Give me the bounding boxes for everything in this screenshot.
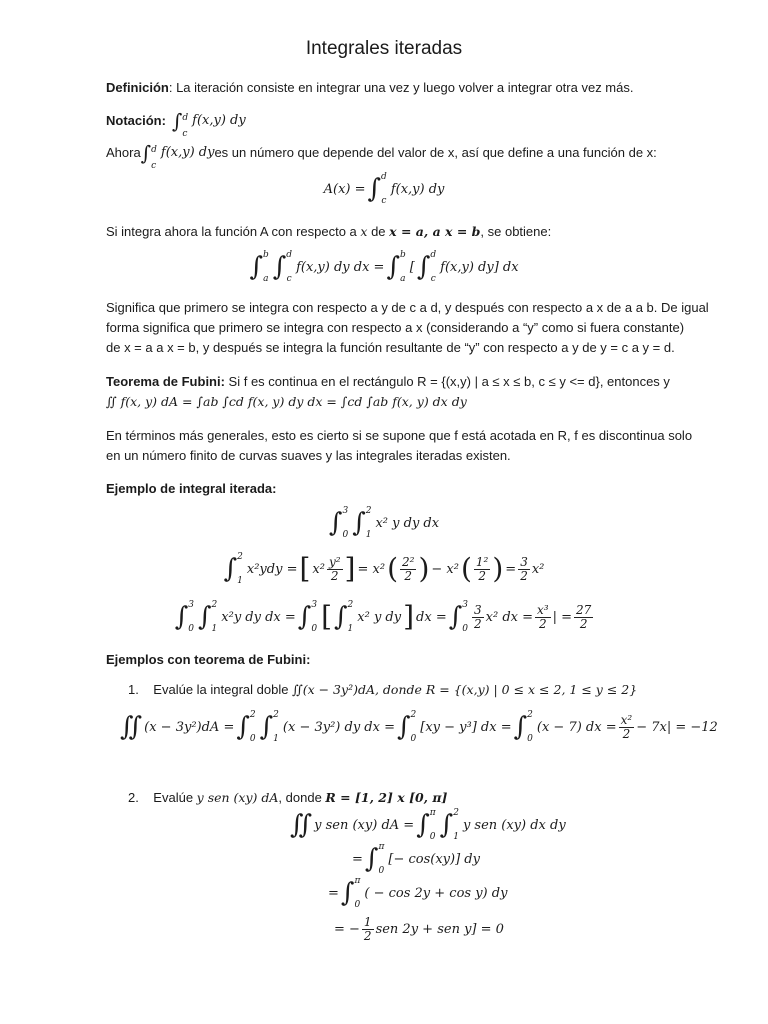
definition-text: : La iteración consiste en integrar una vez y luego volver a integrar otra vez más.	[168, 80, 634, 95]
ahora-post: es un número que depende del valor de x, así que define a una función de x:	[214, 145, 657, 160]
terminos-paragraph: En términos más generales, esto es cierto si se supone que f está acotada en R, f es discontinua solo en un número finito de curvas suaves y las integrales iteradas existen.	[106, 428, 693, 463]
notation-line	[106, 109, 246, 139]
equation-a-of-x: A(x) = ∫ d c f(x,y) dy	[323, 172, 445, 206]
item-number: 1.	[128, 682, 139, 697]
ejemplo-equation-1: ∫ 3 0 ∫ 2 1 x² y dy dx	[328, 506, 440, 540]
fubini-line2: ∬ f(x, y) dA = ∫ab ∫cd f(x, y) dy dx = ∫cd ∫ab f(x, y) dx dy	[106, 394, 467, 409]
item-number: 2.	[128, 790, 139, 805]
fubini-examples-heading: Ejemplos con teorema de Fubini:	[106, 652, 311, 667]
notation-expr: ∫ d c f(x,y) dy	[171, 109, 246, 139]
definition-label: Definición	[106, 80, 169, 95]
example-item-1: 1. Evalúe la integral doble ∬(x − 3y²)dA, donde R = {(x,y) | 0 ≤ x ≤ 2, 1 ≤ y ≤ 2}	[128, 682, 638, 697]
item2-equation-1: ∬ y sen (xy) dA = ∫ π 0 ∫ 2 1 y sen (xy) dx dy	[290, 808, 566, 842]
ahora-line	[106, 141, 657, 171]
item1-equation: ∬ (x − 3y²)dA = ∫ 2 0 ∫ 2 1 (x − 3y²) dy dx = ∫ 2 0 [xy − y³] dx = ∫ 2 0 (x − 7) dx = $\frac{\text{x²}}{2}$ − 7x| = −12	[120, 710, 718, 744]
fubini-theorem	[106, 372, 668, 412]
equation-iterated: ∫ b a ∫ d c f(x,y) dy dx = ∫ b a [ ∫ d c f(x,y) dy] dx	[249, 250, 519, 284]
ahora-pre: Ahora	[106, 145, 141, 160]
page-title: Integrales iteradas	[305, 38, 463, 59]
fubini-line1: Si f es continua en el rectángulo R = {(x,y) | a ≤ x ≤ b, c ≤ y <= d}, entonces y	[224, 374, 670, 389]
ejemplo-equation-2: ∫ 2 1 x²ydy = [ x² $\frac{\text{y²}}{2}$ ] = x² ( $\frac{\text{2²}}{2}$ ) − x² ( $\frac{\text{1²}}{2}$ ) = $\frac{3}{2}$ x²	[223, 552, 545, 586]
item2-equation-4: = − $\frac{1}{2}$ sen 2y + sen y] = 0	[334, 915, 504, 943]
ahora-expr: ∫ d c f(x,y) dy	[140, 141, 215, 171]
ejemplo-heading: Ejemplo de integral iterada:	[106, 481, 277, 496]
item2-equation-3: = ∫ π 0 ( − cos 2y + cos y) dy	[328, 876, 508, 910]
si-integra-line: Si integra ahora la función A con respecto a x de x = a, a x = b, se obtiene:	[106, 224, 552, 239]
definition-line	[106, 80, 633, 96]
significa-paragraph: Significa que primero se integra con respecto a y de c a d, y después con respecto a x de a a b. De igual forma significa que primero se integra con respecto a x (considerando a “y” como si fuera constante) de x = a a x = b, y después se integra la función resultante de “y” con respecto a y de y = c a y = d.	[106, 300, 709, 355]
fubini-label: Teorema de Fubini:	[106, 374, 225, 389]
notation-label: Notación:	[106, 113, 166, 128]
example-item-2: 2. Evalúe y sen (xy) dA, donde R = [1, 2] x [0, π]	[128, 790, 448, 805]
ejemplo-equation-3: ∫ 3 0 ∫ 2 1 x²y dy dx = ∫ 3 0 [ ∫ 2 1 x² y dy ] dx = ∫ 3 0 $\frac{3}{2}$ x² dx = $\frac{\text{x³}}{2}$ | = $\frac{27}{2}$	[174, 600, 592, 634]
item2-equation-2: = ∫ π 0 [− cos(xy)] dy	[352, 842, 480, 876]
